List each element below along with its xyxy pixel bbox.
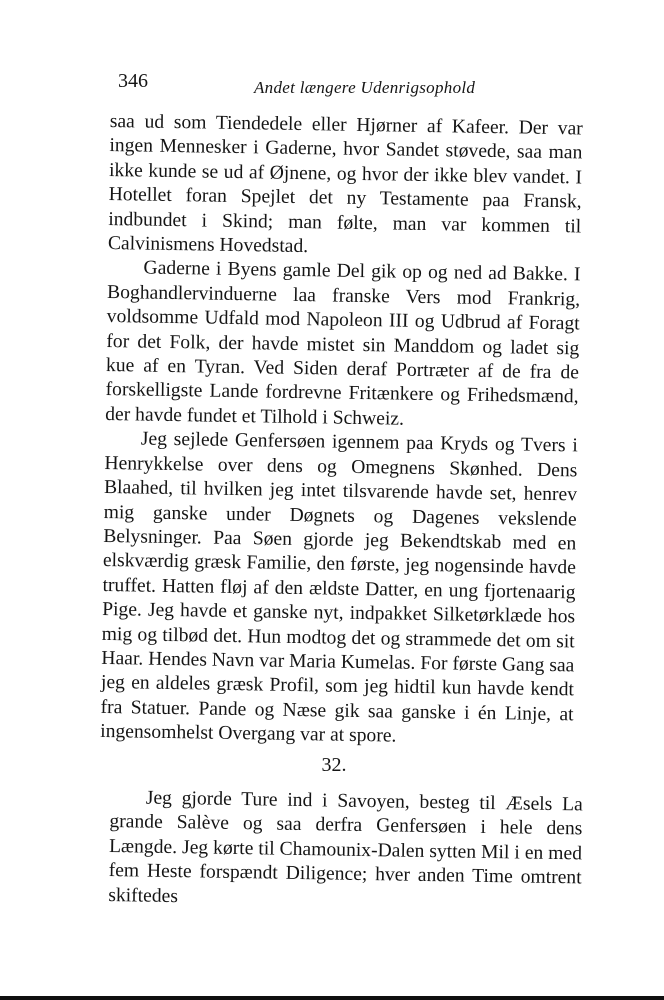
page-number: 346 — [118, 70, 148, 92]
page-edge-rule — [0, 996, 664, 1000]
paragraph: Jeg sejlede Genfersøen igennem paa Kryds og Tvers i Henrykkelse over dens og Omegnens Skønhed. Dens Blaahed, til hvilken jeg intet tilsvarende havde set, henrev mig ganske under Døgnets og Dagenes vekslende Belysninger. Paa Søen gjorde jeg Bekendtskab med en elskværdig græsk Familie, den første, jeg nogensinde havde truffet. Hatten fløj af den ældste Datter, en ung fjortenaarig Pige. Jeg havde et ganske nyt, indpakket Silketørklæde hos mig og tilbød det. Hun modtog det og strammede det om sit Haar. Hendes Navn var Maria Kumelas. For første Gang saa jeg en aldeles græsk Profil, som jeg hidtil kun havde kendt fra Statuer. Pande og Næse gik saa ganske i én Linje, at ingensomhelst Overgang var at spore. — [100, 428, 578, 747]
paragraph: Jeg gjorde Ture ind i Savoyen, besteg til Æsels La grande Salève og saa derfra Genfersøen i hele dens Længde. Jeg kørte til Chamounix-Dalen sytten Mil i en med fem Heste forspændt Diligence; hver anden Time omtrent skiftedes — [108, 787, 583, 907]
page-header — [118, 70, 588, 100]
main-text — [100, 110, 583, 752]
paragraph: Gaderne i Byens gamle Del gik op og ned ad Bakke. I Boghandlervinduerne laa franske Vers mod Frankrig, voldsomme Udfald mod Napoleon III og Udbrud af Foragt for det Folk, der havde mistet sin Manddom og ladet sig kue af en Tyran. Ved Siden deraf Portræter af de fra de forskelligste Lande fordrevne Fritænkere og Frihedsmænd, der havde fundet et Tilhold i Schweiz. — [105, 257, 581, 430]
running-head: Andet længere Udenrigsophold — [254, 78, 476, 97]
section-text — [108, 786, 583, 915]
section-heading: 32. — [321, 754, 347, 776]
paragraph-continuation: saa ud som Tiendedele eller Hjørner af Kafeer. Der var ingen Mennesker i Gaderne, hvor Sandet støvede, saa man ikke kunde se ud af Øjnene, og hvor der ikke blev vandet. I Hotellet foran Spejlet det ny Testamente paa Fransk, indbundet i Skind; man følte, man var kommen til Calvinismens Hovedstad. — [107, 110, 583, 258]
